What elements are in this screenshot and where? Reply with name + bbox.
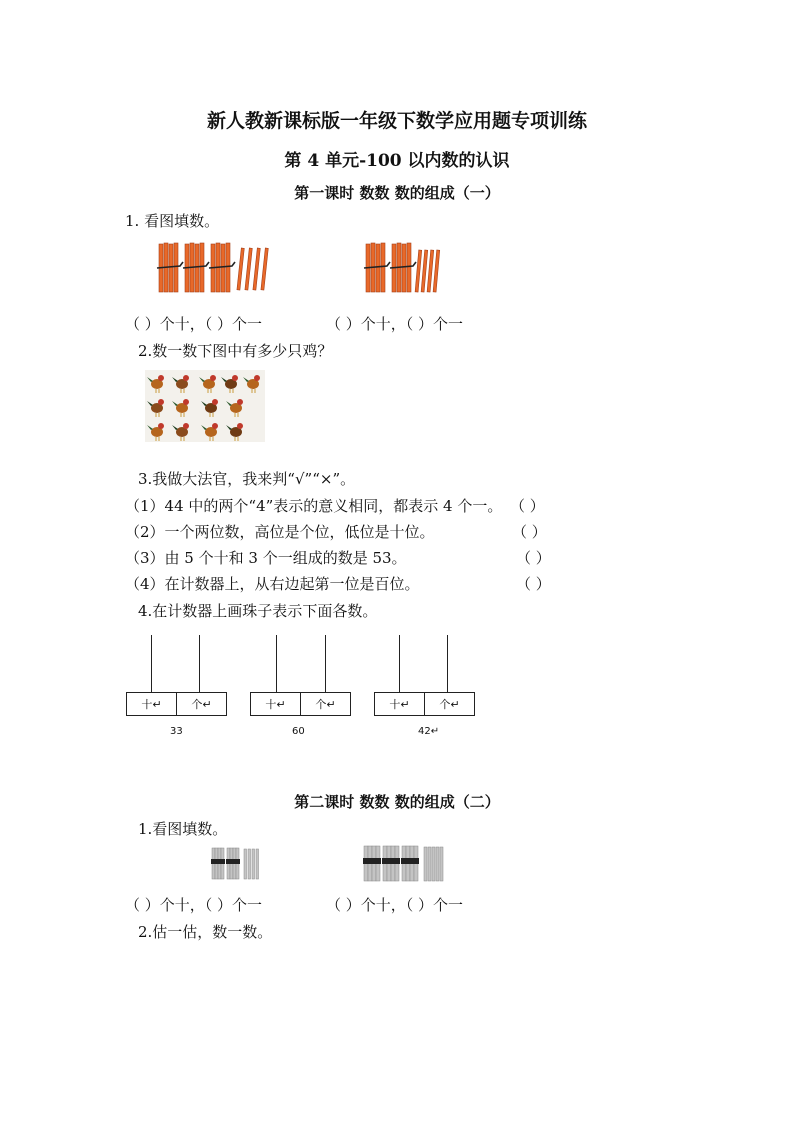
counter-1-tens-label: 十↵: [127, 693, 177, 715]
counter-1-ones-rod[interactable]: [199, 635, 200, 693]
l1-q3-prompt: 3.我做大法官，我来判“√”“×”。: [138, 470, 356, 488]
counter-1-base: [126, 692, 227, 716]
chickens-image: [145, 370, 265, 442]
counter-3-ones-label: 个↵: [439, 698, 460, 711]
document-title: 新人教新课标版一年级下数学应用题专项训练: [206, 110, 587, 132]
l2-q1-answer-a: （ ）个十，（ ）个一: [125, 896, 263, 914]
stick-bundles-a-image: [155, 240, 285, 298]
l2-q1-answer-b: （ ）个十，（ ）个一: [326, 896, 464, 914]
l1-q2-prompt: 2.数一数下图中有多少只鸡？: [138, 342, 333, 360]
l1-q3-item-4-text: （4）在计数器上，从右边起第一位是百位。: [125, 575, 420, 593]
l1-q3-item-3-text: （3）由 5 个十和 3 个一组成的数是 53。: [125, 549, 407, 567]
counter-1-ones-label: 个↵: [191, 698, 212, 711]
counter-3-tens-label: 十↵: [375, 693, 425, 715]
counter-3-tens-rod[interactable]: [399, 635, 400, 693]
l1-q3-item-2-bracket[interactable]: （ ）: [512, 523, 547, 541]
counter-2-tens-rod[interactable]: [276, 635, 277, 693]
unit-title: 第 4 单元-100 以内数的认识: [284, 151, 510, 171]
l1-q4-prompt: 4.在计数器上画珠子表示下面各数。: [138, 602, 378, 620]
gray-bundles-a-image: [210, 846, 262, 882]
counter-3-number: 42↵: [418, 726, 440, 737]
l1-q1-prompt: 1. 看图填数。: [125, 212, 220, 230]
lesson1-title: 第一课时 数数 数的组成（一）: [294, 184, 500, 202]
l1-q1-answer-a: （ ）个十，（ ）个一: [125, 315, 263, 333]
counter-1-number: 33: [170, 726, 183, 737]
l1-q3-item-1-bracket[interactable]: （ ）: [510, 497, 545, 515]
l2-q2-prompt: 2.估一估，数一数。: [138, 923, 273, 941]
counter-1-tens-rod[interactable]: [151, 635, 152, 693]
l1-q3-item-1-text: （1）44 中的两个“4”表示的意义相同，都表示 4 个一。: [125, 497, 503, 515]
gray-bundles-b-image: [362, 844, 448, 884]
counter-2-tens-label: 十↵: [251, 693, 301, 715]
l1-q1-answer-b: （ ）个十，（ ）个一: [326, 315, 464, 333]
stick-bundles-b-image: [362, 240, 452, 298]
l1-q3-item-4-bracket[interactable]: （ ）: [516, 575, 551, 593]
counter-2-number: 60: [292, 726, 305, 737]
counter-2-ones-rod[interactable]: [325, 635, 326, 693]
counter-3-base: [374, 692, 475, 716]
lesson2-title: 第二课时 数数 数的组成（二）: [294, 793, 500, 811]
counter-2-base: [250, 692, 351, 716]
l2-q1-prompt: 1.看图填数。: [138, 820, 228, 838]
counter-3-ones-rod[interactable]: [447, 635, 448, 693]
l1-q3-item-2-text: （2）一个两位数，高位是个位，低位是十位。: [125, 523, 435, 541]
l1-q3-item-3-bracket[interactable]: （ ）: [516, 549, 551, 567]
counter-2-ones-label: 个↵: [315, 698, 336, 711]
